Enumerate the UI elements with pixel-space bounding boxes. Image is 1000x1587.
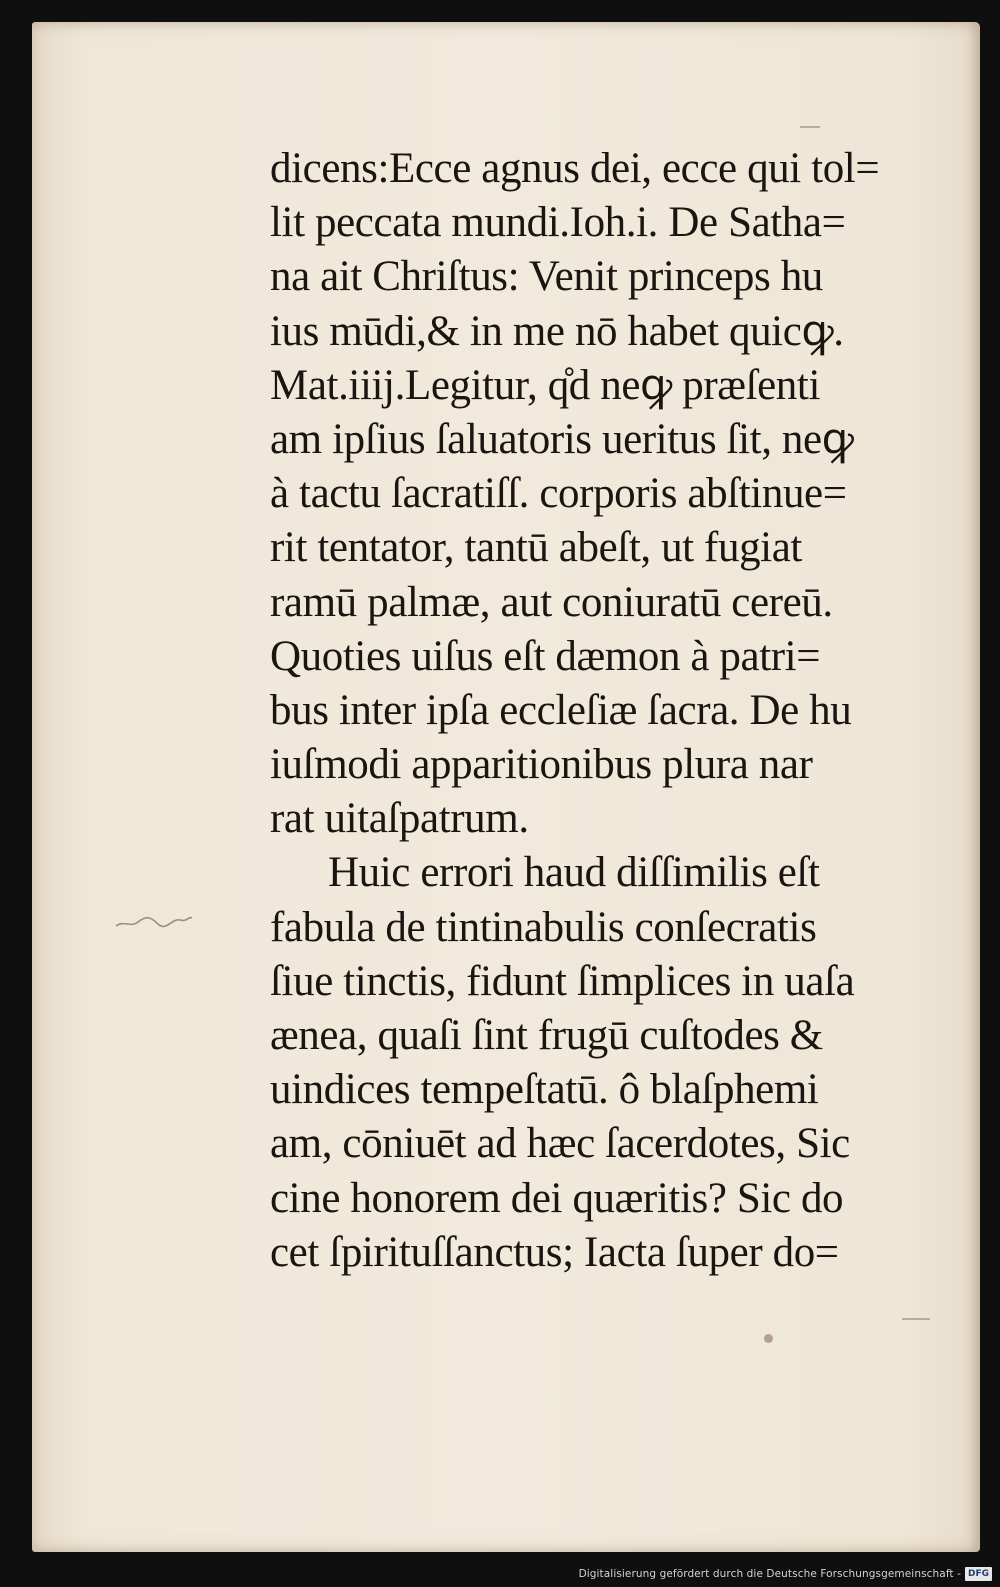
text-line: rat uitaſpatrum. — [270, 795, 529, 843]
text-line: dicens:Ecce agnus dei, ecce qui tol= — [270, 145, 880, 192]
digitization-credit — [579, 1565, 992, 1583]
ink-spot — [764, 1334, 773, 1343]
credit-text: Digitalisierung gefördert durch die Deutsche Forschungsgemeinschaft - — [578, 1568, 961, 1580]
text-line: fabula de tintinabulis conſecratis — [270, 903, 817, 951]
text-line: ænea, quaſi ſint frugū cuſtodes & — [270, 1012, 823, 1059]
text-line: am ipſius ſaluatoris ueritus ſit, neꝙ — [270, 415, 854, 463]
text-line: Mat.iiij.Legitur, q̊d neꝙ præſenti — [270, 361, 821, 409]
dfg-logo: DFG — [965, 1567, 992, 1581]
text-line: cine honorem dei quæritis? Sic do — [270, 1174, 844, 1222]
margin-dash — [902, 1318, 930, 1320]
text-line: bus inter ipſa eccleſiæ ſacra. De hu — [270, 686, 852, 734]
margin-dash — [800, 126, 820, 128]
text-line: lit peccata mundi.Ioh.i. De Satha= — [270, 199, 846, 247]
text-line: ſiue tinctis, fidunt ſimplices in uaſa — [270, 957, 855, 1005]
book-page — [32, 22, 980, 1552]
pencil-annotation-mark — [114, 908, 194, 934]
text-line: Quoties uiſus eſt dæmon à patri= — [270, 632, 821, 680]
page-text — [270, 142, 950, 1280]
text-line: ius mūdi,& in me nō habet quicꝙ. — [270, 307, 844, 355]
text-line: cet ſpirituſſanctus; Iacta ſuper do= — [270, 1228, 839, 1276]
text-line: à tactu ſacratiſſ. corporis abſtinue= — [270, 470, 847, 518]
text-line-paragraph-start: Huic errori haud diſſimilis eſt — [328, 849, 820, 897]
text-line: rit tentator, tantū abeſt, ut fugiat — [270, 524, 802, 572]
text-line: na ait Chriſtus: Venit princeps hu — [270, 253, 823, 301]
text-line: iuſmodi apparitionibus plura nar — [270, 741, 813, 789]
text-line: ramū palmæ, aut coniuratū cereū. — [270, 578, 833, 626]
text-line: am, cōniuēt ad hæc ſacerdotes, Sic — [270, 1120, 850, 1168]
text-line: uindices tempeſtatū. ô blaſphemi — [270, 1066, 819, 1114]
